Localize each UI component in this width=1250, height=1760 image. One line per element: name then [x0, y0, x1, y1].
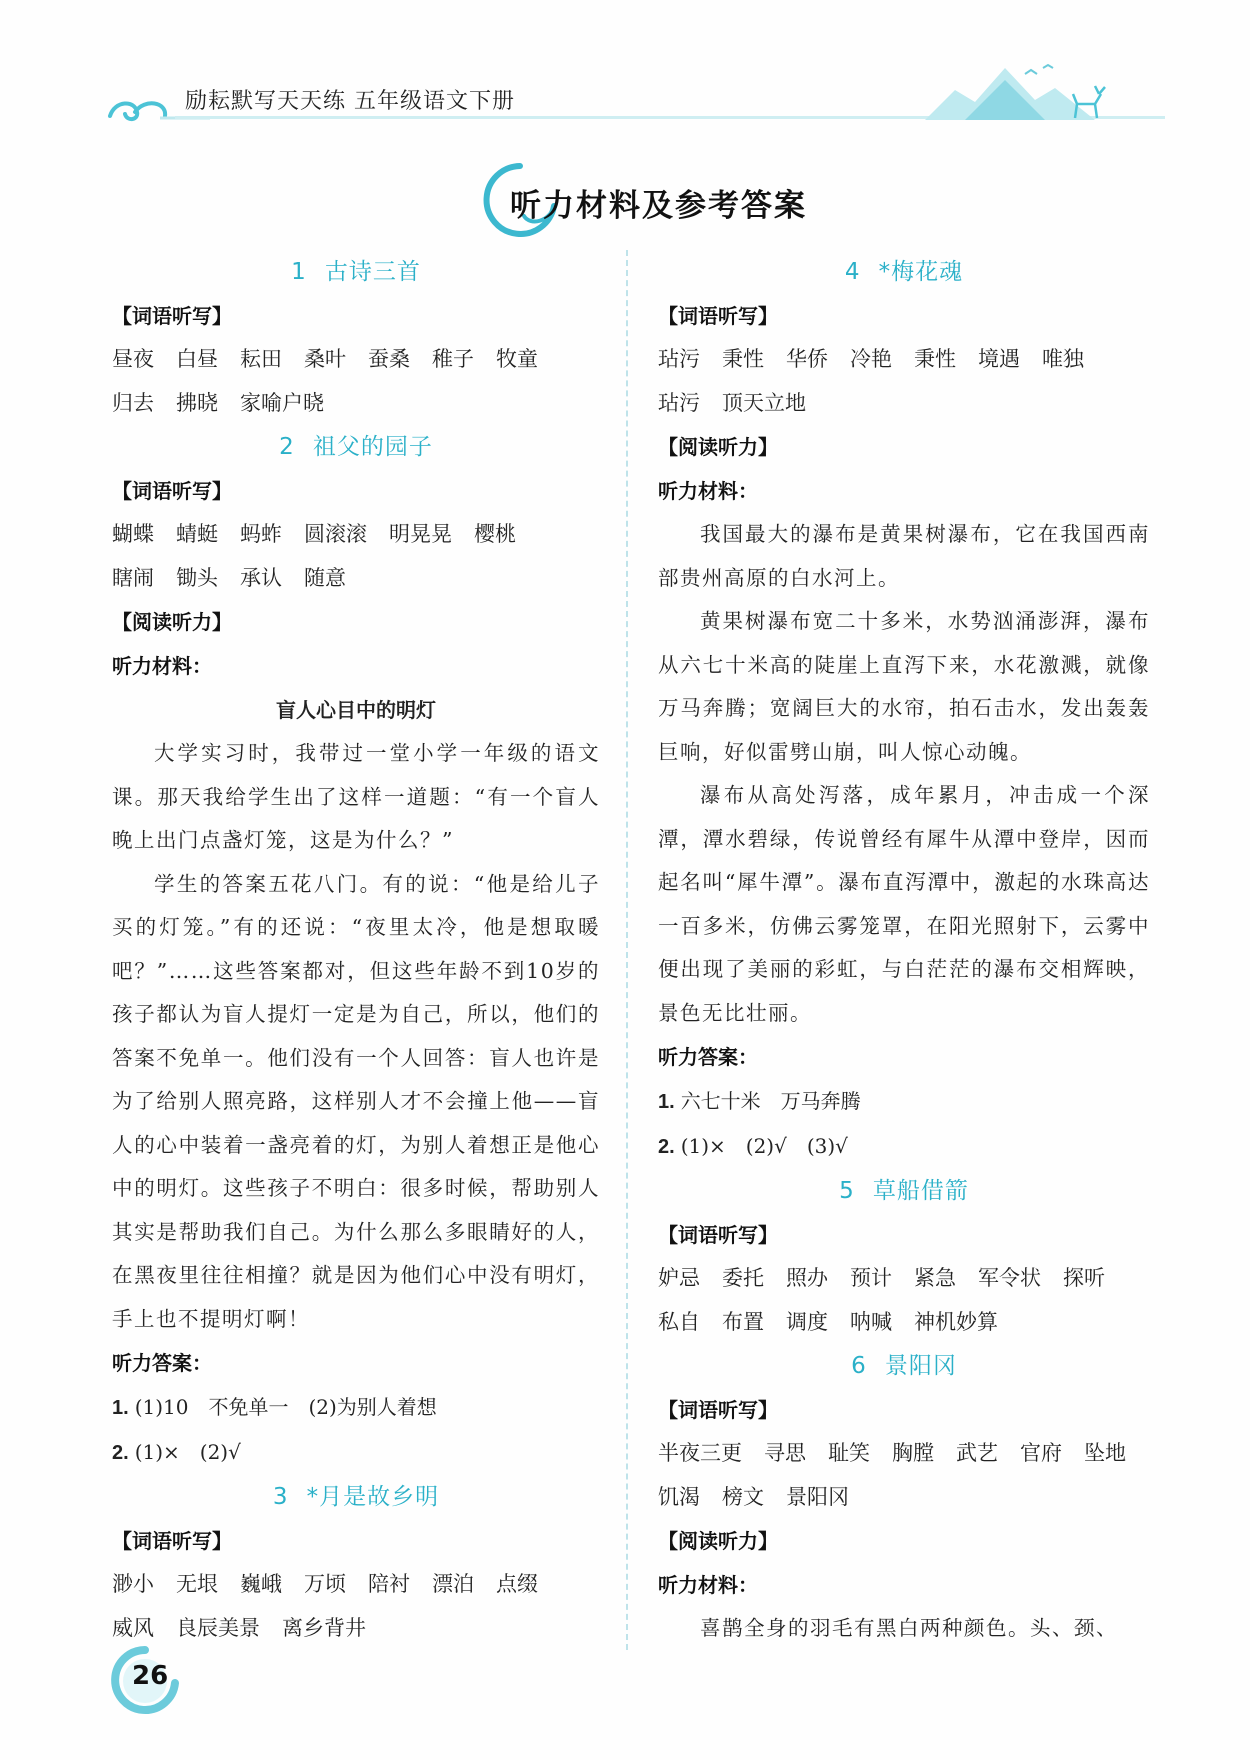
- column-divider: [626, 250, 628, 1650]
- word-item: 点缀: [496, 1572, 538, 1596]
- right-column: [658, 250, 1150, 1651]
- word-item: 巍峨: [240, 1572, 282, 1596]
- page-number-badge: [110, 1645, 180, 1715]
- paragraph: 学生的答案五花八门。有的说：“他是给儿子买的灯笼。”有的还说：“夜里太冷，他是想取暖吧？”……这些答案都对，但这些年龄不到10岁的孩子都认为盲人提灯一定是为自己，所以，他们的答案不免单一。他们没有一个人回答：盲人也许是为了给别人照亮路，这样别人才不会撞上他——盲人的心中装着一盏亮着的灯，为别人着想正是他心中的明灯。这些孩子不明白：很多时候，帮助别人其实是帮助我们自己。为什么那么多眼睛好的人，在黑夜里往往相撞？就是因为他们心中没有明灯，手上也不提明灯啊！: [112, 871, 600, 1331]
- word-item: 蚂蚱: [240, 522, 282, 546]
- answer-text: (1)× (2)√ (3)√: [680, 1134, 848, 1158]
- lesson-name: 祖父的园子: [312, 434, 433, 460]
- word-item: 漂泊: [432, 1572, 474, 1596]
- word-item: 玷污: [658, 347, 700, 371]
- page-number: 26: [132, 1661, 169, 1691]
- word-item: 耘田: [240, 347, 282, 371]
- lesson-title-5: [658, 1169, 1150, 1213]
- word-item: 良辰美景: [176, 1615, 260, 1640]
- word-item: 境遇: [978, 347, 1020, 371]
- word-item: 圆滚滚: [304, 522, 367, 546]
- lesson-number: 3: [272, 1484, 289, 1510]
- word-item: 委托: [722, 1266, 764, 1290]
- word-item: 照办: [786, 1266, 828, 1290]
- answer-line: [112, 1430, 600, 1475]
- word-item: 紧急: [914, 1266, 956, 1290]
- answer-number: 1.: [112, 1397, 129, 1419]
- word-item: 华侨: [786, 347, 828, 371]
- word-list: [112, 1563, 600, 1650]
- lesson-number: 5: [839, 1178, 855, 1204]
- word-list: [112, 338, 600, 425]
- word-item: 明晃晃: [389, 522, 452, 546]
- word-item: 锄头: [176, 565, 218, 590]
- lesson-number: 6: [851, 1353, 867, 1379]
- answer-number: 2.: [658, 1136, 675, 1158]
- word-item: 威风: [112, 1615, 154, 1640]
- answer-line: [658, 1124, 1150, 1169]
- word-item: 秉性: [722, 347, 764, 371]
- word-item: 万顷: [304, 1572, 346, 1596]
- word-item: 胸膛: [892, 1441, 934, 1465]
- word-list: [112, 513, 600, 600]
- word-item: 私自: [658, 1309, 700, 1334]
- word-item: 军令状: [978, 1266, 1041, 1290]
- left-column: [112, 250, 600, 1650]
- word-item: 随意: [304, 565, 346, 590]
- word-item: 耻笑: [828, 1441, 870, 1465]
- answer-label: 听力答案：: [112, 1351, 212, 1375]
- answer-text: (1)10 不免单一 (2)为别人着想: [134, 1395, 437, 1419]
- word-item: 饥渴: [658, 1484, 700, 1509]
- word-item: 白昼: [176, 347, 218, 371]
- answer-text: (1)× (2)√: [134, 1440, 241, 1464]
- word-item: 寻思: [764, 1441, 806, 1465]
- paragraph: 喜鹊全身的羽毛有黑白两种颜色。头、颈、: [700, 1616, 1118, 1640]
- lesson-title-3: [112, 1475, 600, 1519]
- section-label: 【词语听写】: [658, 1398, 778, 1422]
- word-item: 玷污: [658, 390, 700, 415]
- word-item: 离乡背井: [282, 1615, 366, 1640]
- word-item: 妒忌: [658, 1266, 700, 1290]
- lesson-title-6: [658, 1344, 1150, 1388]
- material-label: 听力材料：: [658, 479, 758, 503]
- material-label: 听力材料：: [658, 1573, 758, 1597]
- answer-number: 1.: [658, 1091, 675, 1113]
- paragraph: 我国最大的瀑布是黄果树瀑布，它在我国西南部贵州高原的白水河上。: [658, 522, 1150, 590]
- section-label: 【词语听写】: [112, 304, 232, 328]
- word-item: 稚子: [432, 347, 474, 371]
- word-item: 承认: [240, 565, 282, 590]
- word-item: 布置: [722, 1309, 764, 1334]
- word-item: 唯独: [1042, 347, 1084, 371]
- word-list: [658, 338, 1150, 425]
- section-label: 【词语听写】: [658, 1223, 778, 1247]
- lesson-number: 4: [844, 259, 861, 285]
- answer-line: [112, 1385, 600, 1430]
- lesson-name: 古诗三首: [324, 259, 421, 285]
- section-label: 【词语听写】: [112, 1529, 232, 1553]
- answer-text: 六七十米 万马奔腾: [680, 1089, 861, 1113]
- paragraph: 瀑布从高处泻落，成年累月，冲击成一个深潭，潭水碧绿，传说曾经有犀牛从潭中登岸，因而起名叫“犀牛潭”。瀑布直泻潭中，激起的水珠高达一百多米，仿佛云雾笼罩，在阳光照射下，云雾中便出现了美丽的彩虹，与白茫茫的瀑布交相辉映，景色无比壮丽。: [658, 783, 1150, 1025]
- word-item: 坠地: [1084, 1441, 1126, 1465]
- book-title: 励耘默写天天练 五年级语文下册: [185, 89, 515, 114]
- section-label: 【阅读听力】: [658, 1529, 778, 1553]
- story-title: 盲人心目中的明灯: [276, 698, 436, 722]
- word-item: 陪衬: [368, 1572, 410, 1596]
- word-item: 蝴蝶: [112, 522, 154, 546]
- word-item: 桑叶: [304, 347, 346, 371]
- word-item: 调度: [786, 1309, 828, 1334]
- lesson-title-4: [658, 250, 1150, 294]
- word-item: 秉性: [914, 347, 956, 371]
- word-item: 归去: [112, 390, 154, 415]
- word-list: [658, 1257, 1150, 1344]
- word-item: 官府: [1020, 1441, 1062, 1465]
- word-item: 武艺: [956, 1441, 998, 1465]
- lesson-title-1: [112, 250, 600, 294]
- word-item: 蚕桑: [368, 347, 410, 371]
- word-item: 家喻户晓: [240, 390, 324, 415]
- answer-number: 2.: [112, 1442, 129, 1464]
- word-item: 顶天立地: [722, 390, 806, 415]
- lesson-title-2: [112, 425, 600, 469]
- word-item: 拂晓: [176, 390, 218, 415]
- word-item: 瞎闹: [112, 565, 154, 590]
- lesson-name: 草船借箭: [872, 1178, 969, 1204]
- mountain-deer-icon: [925, 60, 1165, 122]
- word-item: 渺小: [112, 1572, 154, 1596]
- word-item: 樱桃: [474, 522, 516, 546]
- material-label: 听力材料：: [112, 654, 212, 678]
- word-item: 榜文: [722, 1484, 764, 1509]
- section-label: 【词语听写】: [658, 304, 778, 328]
- word-item: 昼夜: [112, 347, 154, 371]
- word-item: 半夜三更: [658, 1441, 742, 1465]
- word-item: 景阳冈: [786, 1484, 849, 1509]
- page-header: [105, 60, 1165, 130]
- page-title: 听力材料及参考答案: [510, 188, 807, 224]
- section-label: 【阅读听力】: [658, 435, 778, 459]
- lesson-name: *梅花魂: [878, 259, 964, 285]
- lesson-number: 2: [279, 434, 295, 460]
- section-heading: [480, 160, 840, 240]
- lesson-name: *月是故乡明: [306, 1484, 440, 1510]
- answer-label: 听力答案：: [658, 1045, 758, 1069]
- word-item: 探听: [1063, 1266, 1105, 1290]
- word-item: 神机妙算: [914, 1309, 998, 1334]
- word-list: [658, 1432, 1150, 1519]
- word-item: 无垠: [176, 1572, 218, 1596]
- paragraph: 黄果树瀑布宽二十多米，水势汹涌澎湃，瀑布从六七十米高的陡崖上直泻下来，水花激溅，就像万马奔腾；宽阔巨大的水帘，拍石击水，发出轰轰巨响，好似雷劈山崩，叫人惊心动魄。: [658, 609, 1150, 764]
- section-label: 【阅读听力】: [112, 610, 232, 634]
- lesson-name: 景阳冈: [884, 1353, 957, 1379]
- word-item: 牧童: [496, 347, 538, 371]
- word-item: 冷艳: [850, 347, 892, 371]
- word-item: 蜻蜓: [176, 522, 218, 546]
- word-item: 预计: [850, 1266, 892, 1290]
- lesson-number: 1: [291, 259, 307, 285]
- answer-line: [658, 1079, 1150, 1124]
- section-label: 【词语听写】: [112, 479, 232, 503]
- word-item: 呐喊: [850, 1309, 892, 1334]
- paragraph: 大学实习时，我带过一堂小学一年级的语文课。那天我给学生出了这样一道题：“有一个盲人晚上出门点盏灯笼，这是为什么？”: [112, 741, 600, 852]
